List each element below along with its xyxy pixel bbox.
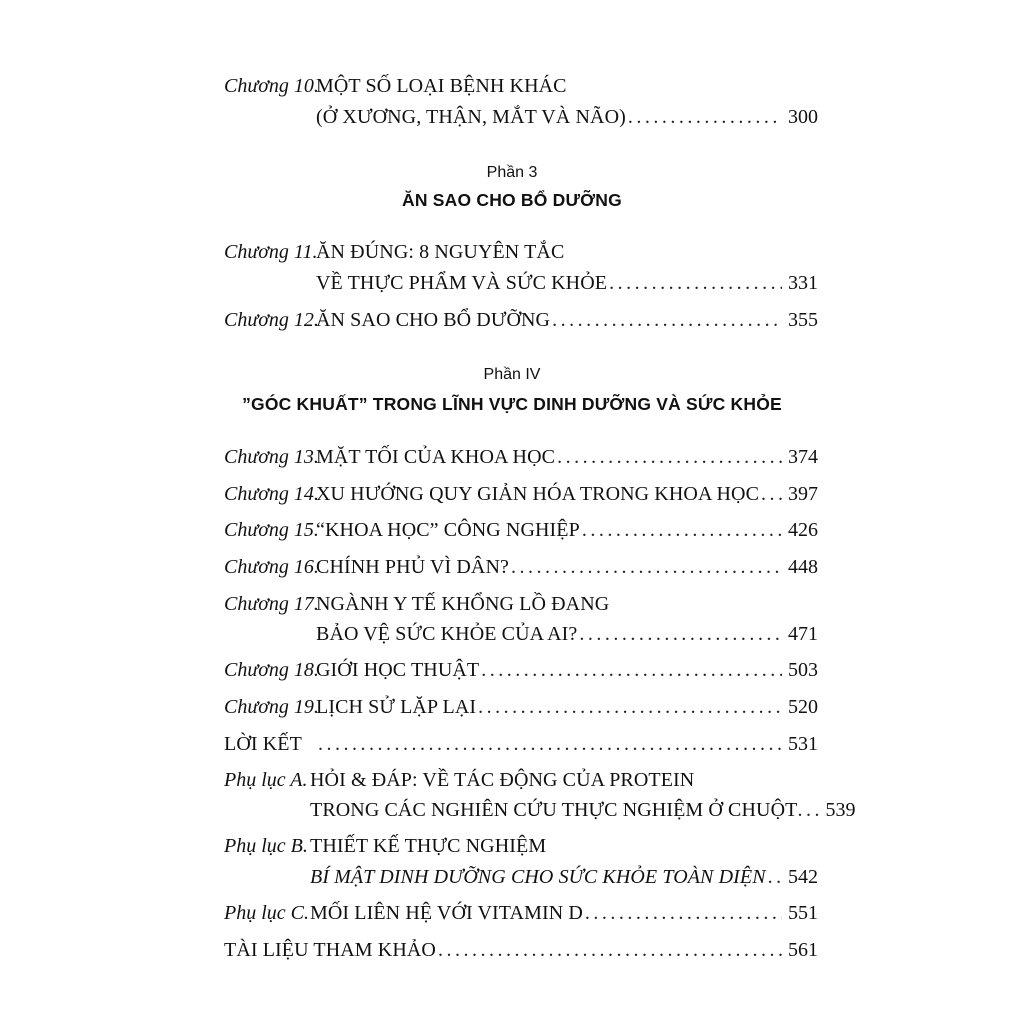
chapter-label: Chương 16. [224, 556, 319, 578]
chapter-label: Chương 14. [224, 483, 319, 505]
chapter-title: XU HƯỚNG QUY GIẢN HÓA TRONG KHOA HỌC [316, 483, 760, 505]
chapter-title-continued: (Ở XƯƠNG, THẬN, MẮT VÀ NÃO) [316, 106, 626, 128]
dot-leader [761, 484, 782, 504]
chapter-title: LỊCH SỬ LẶP LẠI [316, 696, 477, 718]
page-number: 531 [788, 733, 818, 755]
dot-leader [609, 273, 782, 293]
page-number: 471 [788, 623, 818, 645]
chapter-label: Chương 15. [224, 519, 319, 541]
page-number: 539 [825, 799, 856, 821]
appendix-title: HỎI & ĐÁP: VỀ TÁC ĐỘNG CỦA PROTEIN [310, 769, 695, 791]
appendix-label: Phụ lục B. [224, 835, 308, 857]
dot-leader [552, 310, 782, 330]
appendix-title: THIẾT KẾ THỰC NGHIỆM [310, 835, 547, 857]
chapter-title: NGÀNH Y TẾ KHỔNG LỒ ĐANG [316, 593, 610, 615]
chapter-title-continued: VỀ THỰC PHẨM VÀ SỨC KHỎE [316, 272, 608, 294]
chapter-label: Chương 17. [224, 593, 319, 615]
appendix-title: MỐI LIÊN HỆ VỚI VITAMIN D [310, 902, 583, 924]
page-number: 503 [788, 659, 818, 681]
references-title: TÀI LIỆU THAM KHẢO [224, 939, 436, 961]
dot-leader [478, 697, 782, 717]
part-label: Phần 3 [486, 164, 538, 181]
part-title: ĂN SAO CHO BỔ DƯỠNG [402, 190, 622, 210]
page-number: 374 [788, 446, 818, 468]
page-number: 397 [788, 483, 818, 505]
part-label: Phần IV [483, 366, 541, 383]
chapter-label: Chương 11. [224, 241, 318, 263]
page-number: 561 [788, 939, 818, 961]
page-number: 331 [788, 272, 818, 294]
chapter-label: Chương 12. [224, 309, 319, 331]
chapter-label: Chương 10. [224, 75, 319, 97]
dot-leader [582, 520, 782, 540]
chapter-label: Chương 13. [224, 446, 319, 468]
chapter-title: ĂN SAO CHO BỔ DƯỠNG [316, 309, 551, 331]
chapter-title: GIỚI HỌC THUẬT [316, 659, 480, 681]
page-number: 520 [788, 696, 818, 718]
page-number: 542 [788, 866, 818, 888]
appendix-title-continued: BÍ MẬT DINH DƯỠNG CHO SỨC KHỎE TOÀN DIỆN [310, 866, 766, 888]
dot-leader [579, 624, 782, 644]
dot-leader [628, 107, 782, 127]
chapter-title: MẶT TỐI CỦA KHOA HỌC [316, 446, 556, 468]
page-number: 551 [788, 902, 818, 924]
chapter-title: “KHOA HỌC” CÔNG NGHIỆP [316, 519, 580, 541]
dot-leader [585, 903, 782, 923]
dot-leader [557, 447, 782, 467]
chapter-label: Chương 19. [224, 696, 319, 718]
appendix-label: Phụ lục C. [224, 902, 309, 924]
page-number: 300 [788, 106, 818, 128]
dot-leader [511, 557, 782, 577]
dot-leader [797, 800, 819, 820]
chapter-title-continued: BẢO VỆ SỨC KHỎE CỦA AI? [316, 623, 578, 645]
chapter-title: CHÍNH PHỦ VÌ DÂN? [316, 556, 509, 578]
dot-leader [768, 867, 782, 887]
part-title: ”GÓC KHUẤT” TRONG LĨNH VỰC DINH DƯỠNG VÀ SỨC KHỎE [242, 394, 782, 414]
epilogue-title: LỜI KẾT [224, 733, 302, 755]
dot-leader [481, 660, 782, 680]
chapter-label: Chương 18. [224, 659, 319, 681]
chapter-title: ĂN ĐÚNG: 8 NGUYÊN TẮC [316, 241, 565, 263]
page-number: 426 [788, 519, 818, 541]
appendix-title-continued: TRONG CÁC NGHIÊN CỨU THỰC NGHIỆM Ở CHUỘT [310, 799, 798, 821]
page-number: 355 [788, 309, 818, 331]
dot-leader [438, 940, 782, 960]
chapter-title: MỘT SỐ LOẠI BỆNH KHÁC [316, 75, 567, 97]
page-number: 448 [788, 556, 818, 578]
appendix-label: Phụ lục A. [224, 769, 308, 791]
dot-leader [318, 734, 782, 754]
